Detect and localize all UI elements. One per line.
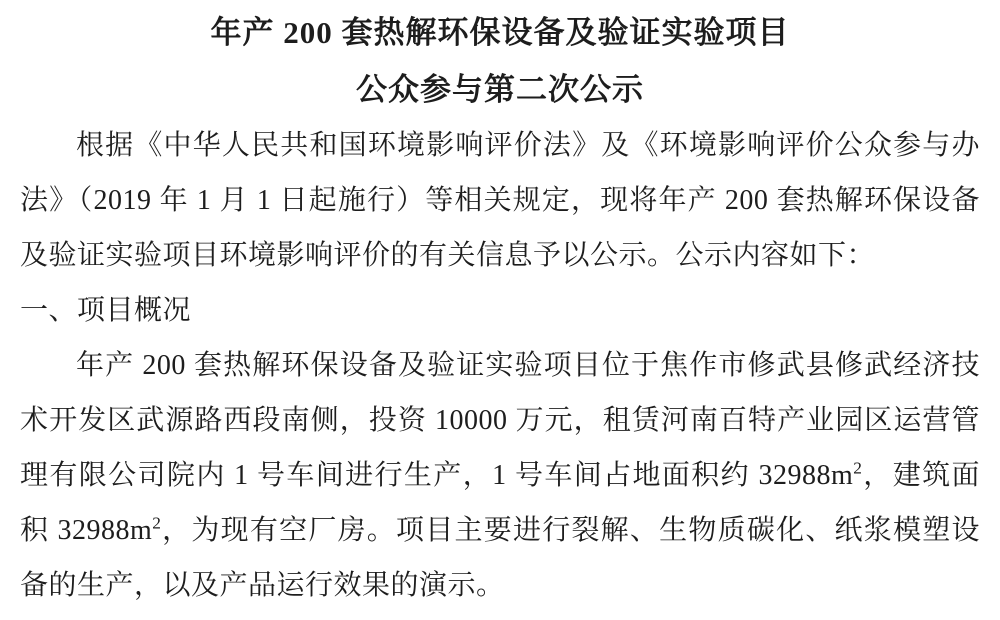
- document-title-line-2: 公众参与第二次公示: [356, 72, 644, 107]
- superscript-text: 2: [853, 458, 863, 478]
- text-run: 根据《中华人民共和国环境影响评价法》及《环境影响评价公众参与办法》（2019 年 1 月 1 日起施行）等相关规定，现将年产 200 套热解环保设备及验证实验项目环境影响评价的有关信息予以公示。公示内容如下：: [20, 130, 980, 271]
- text-run: ，建筑面积 32988m: [20, 460, 980, 546]
- text-run: 一、项目概况: [20, 295, 192, 326]
- section-heading: [20, 283, 980, 338]
- document-body: [20, 118, 980, 613]
- body-paragraph: [20, 338, 980, 613]
- superscript-text: 2: [152, 513, 162, 533]
- text-run: 年产 200 套热解环保设备及验证实验项目位于焦作市修武县修武经济技术开发区武源路西段南侧，投资 10000 万元，租赁河南百特产业园区运营管理有限公司院内 1 号车间进行生产，1 号车间占地面积约 32988m: [20, 350, 980, 491]
- document-title-line-1: 年产 200 套热解环保设备及验证实验项目: [210, 15, 790, 50]
- body-paragraph: [20, 118, 980, 283]
- document-title: [20, 4, 980, 118]
- text-run: ，为现有空厂房。项目主要进行裂解、生物质碳化、纸浆模塑设备的生产，以及产品运行效果的演示。: [20, 515, 980, 601]
